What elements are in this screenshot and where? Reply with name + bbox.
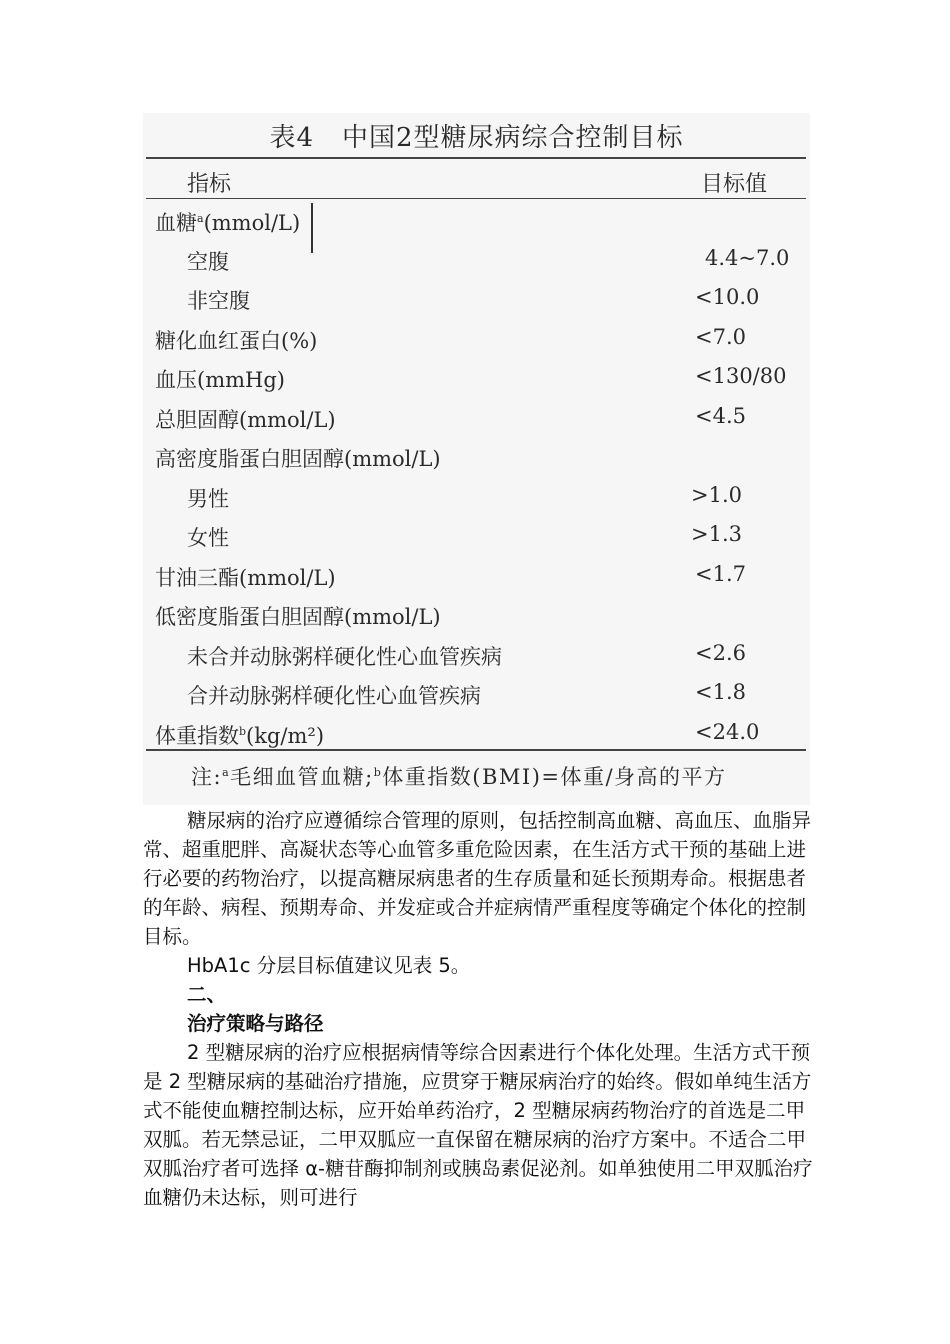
row-label: 未合并动脉粥样硬化性心血管疾病 [187,645,502,669]
section-heading: 治疗策略与路径 [187,1012,324,1035]
table-title [143,117,810,154]
table-row [143,477,810,516]
table-title-text: 中国2型糖尿病综合控制目标 [342,123,684,153]
row-value: <10.0 [695,285,760,309]
row-label: 合并动脉粥样硬化性心血管疾病 [187,684,481,708]
footnote-mark: a [197,212,204,225]
table-number: 表4 [269,123,314,153]
row-label: 高密度脂蛋白胆固醇(mmol/L) [155,447,441,471]
table-row [143,674,810,713]
table-row [143,635,810,674]
body-text [143,806,813,1212]
header-target: 目标值 [701,172,768,197]
row-label: 低密度脂蛋白胆固醇(mmol/L) [155,605,441,629]
row-value: <130/80 [695,364,787,388]
row-value: <24.0 [695,720,760,744]
row-value: <1.7 [695,562,746,586]
row-label: 血压(mmHg) [155,368,285,392]
table-row [143,358,810,397]
row-label: 体重指数 [155,724,239,748]
row-unit: (kg/m²) [246,724,325,748]
row-label: 非空腹 [187,289,250,313]
header-indicator: 指标 [187,172,232,197]
row-label: 糖化血红蛋白(%) [155,329,318,353]
row-value: >1.3 [691,522,742,546]
table-row [143,279,810,318]
row-value: <1.8 [695,680,746,704]
table-row [143,714,810,753]
row-label: 总胆固醇(mmol/L) [155,408,336,432]
row-value: <2.6 [695,641,746,665]
row-label: 血糖 [155,211,197,235]
row-value: <7.0 [695,325,746,349]
table-row [143,437,810,476]
row-label: 男性 [187,487,229,511]
row-label: 女性 [187,526,229,550]
row-label: 甘油三酯(mmol/L) [155,566,336,590]
row-unit: (mmol/L) [203,211,301,235]
row-value: >1.0 [691,483,742,507]
table-row [143,319,810,358]
table-header-rule [146,198,806,199]
table-top-rule [146,157,806,159]
table-row [143,516,810,555]
paragraph: 糖尿病的治疗应遵循综合管理的原则，包括控制高血糖、高血压、血脂异常、超重肥胖、高凝状态等心血管多重危险因素，在生活方式干预的基础上进行必要的药物治疗，以提高糖尿病患者的生存质量和延长预期寿命。根据患者的年龄、病程、预期寿命、并发症或合并症病情严重程度等确定个体化的控制目标。 [143,809,812,948]
paragraph: HbA1c 分层目标值建议见表 5。 [187,954,471,977]
row-label: 空腹 [187,250,229,274]
row-value: <4.5 [695,404,746,428]
footnote-mark: b [239,725,247,738]
table-row [143,398,810,437]
table-bottom-rule [146,749,806,751]
table-row [143,556,810,595]
table-row [143,595,810,634]
paragraph: 2 型糖尿病的治疗应根据病情等综合因素进行个体化处理。生活方式干预是 2 型糖尿病的基础治疗措施，应贯穿于糖尿病治疗的始终。假如单纯生活方式不能使血糖控制达标，应开始单药治疗，2 型糖尿病药物治疗的首选是二甲双胍。若无禁忌证，二甲双胍应一直保留在糖尿病的治疗方案中。不适合二甲双胍治疗者可选择 α-糖苷酶抑制剂或胰岛素促泌剂。如单独使用二甲双胍治疗血糖仍未达标，则可进行 [143,1041,813,1209]
section-number: 二、 [187,983,227,1006]
table-row [143,240,810,279]
table-image [143,113,810,805]
row-value: 4.4~7.0 [705,246,790,270]
table-row [143,201,810,240]
table-note: 注:$^a$毛细血管血糖;$^b$体重指数(BMI)=体重/身高的平方 [191,765,727,789]
